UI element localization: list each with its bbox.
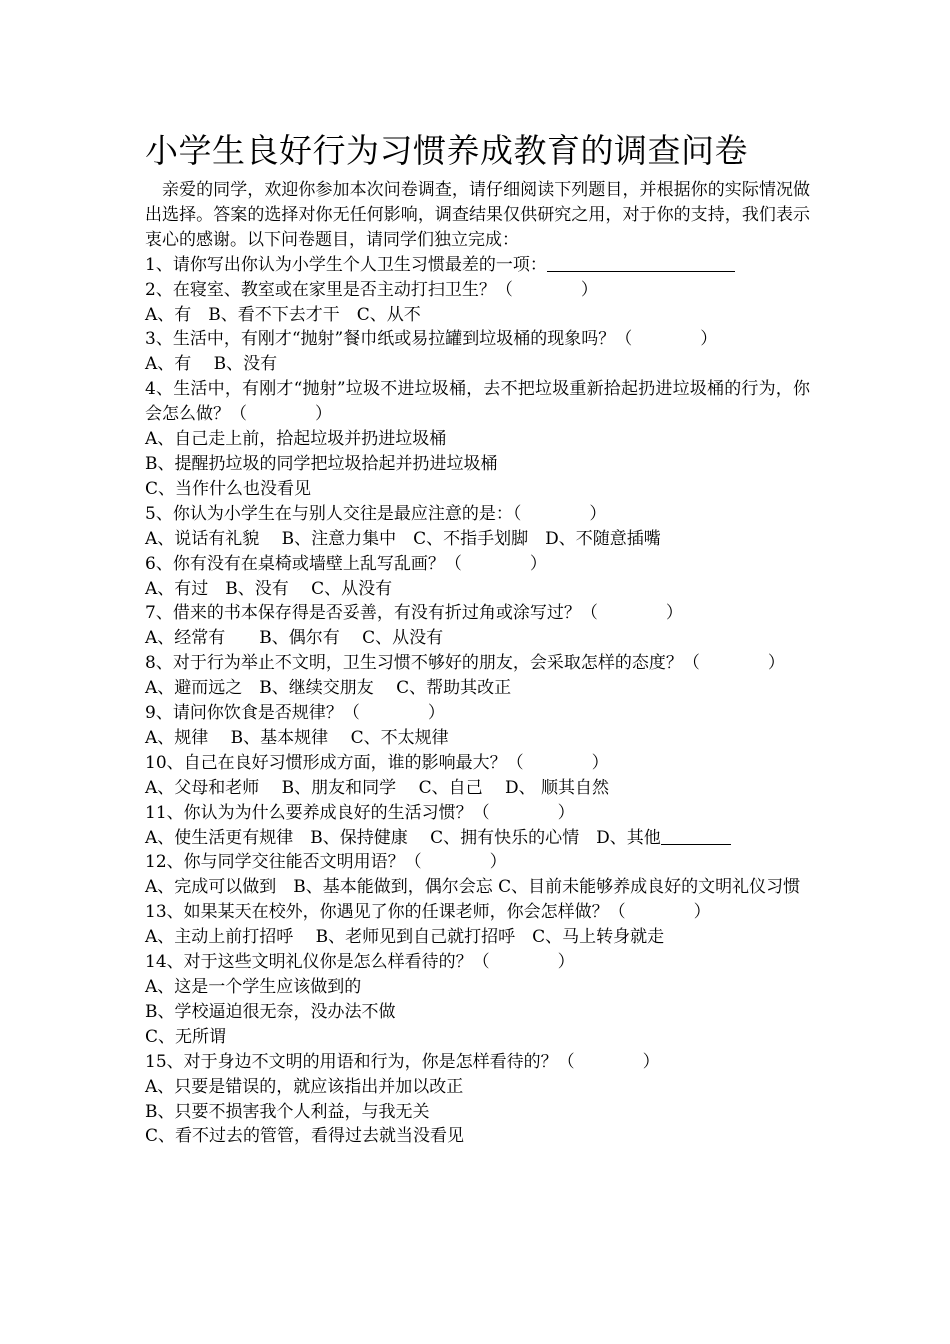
questionnaire-body [145, 130, 810, 1149]
question-5: 5、你认为小学生在与别人交往是最应注意的是：（ ） [145, 503, 607, 524]
question-2-options: A、有 B、看不下去才干 C、从不 [145, 304, 421, 325]
question-13: 13、如果某天在校外，你遇见了你的任课老师，你会怎样做？（ ） [145, 902, 711, 923]
question-15-option-c: C、看不过去的管管，看得过去就当没看见 [145, 1126, 465, 1147]
question-8-options: A、避而远之 B、继续交朋友 C、帮助其改正 [145, 678, 512, 699]
question-2: 2、在寝室、教室或在家里是否主动打扫卫生？（ ） [145, 279, 598, 300]
question-10-options: A、父母和老师 B、朋友和同学 C、自己 D、 顺其自然 [145, 777, 610, 798]
answer-blank-11[interactable] [661, 826, 731, 845]
question-12: 12、你与同学交往能否文明用语？（ ） [145, 852, 507, 873]
question-1 [145, 253, 810, 278]
question-6: 6、你有没有在桌椅或墙壁上乱写乱画？（ ） [145, 553, 547, 574]
question-3: 3、生活中，有刚才“抛射”餐巾纸或易拉罐到垃圾桶的现象吗？（ ） [145, 329, 718, 350]
question-4-option-b: B、提醒扔垃圾的同学把垃圾拾起并扔进垃圾桶 [145, 453, 498, 474]
question-4-option-c: C、当作什么也没看见 [145, 478, 312, 499]
question-7: 7、借来的书本保存得是否妥善，有没有折过角或涂写过？（ ） [145, 603, 683, 624]
answer-blank-1[interactable] [547, 253, 735, 272]
question-15-option-a: A、只要是错误的，就应该指出并加以改正 [145, 1076, 464, 1097]
question-15: 15、对于身边不文明的用语和行为，你是怎样看待的？（ ） [145, 1051, 660, 1072]
question-11: 11、你认为为什么要养成良好的生活习惯？（ ） [145, 802, 575, 823]
question-14-option-b: B、学校逼迫很无奈，没办法不做 [145, 1001, 396, 1022]
question-4-option-a: A、自己走上前，拾起垃圾并扔进垃圾桶 [145, 429, 447, 450]
question-1-text: 1、请你写出你认为小学生个人卫生习惯最差的一项： [145, 254, 547, 275]
question-6-options: A、有过 B、没有 C、从没有 [145, 578, 393, 599]
question-7-options: A、经常有 B、偶尔有 C、从没有 [145, 628, 444, 649]
question-14: 14、对于这些文明礼仪你是怎么样看待的？（ ） [145, 952, 575, 973]
question-10: 10、自己在良好习惯形成方面，谁的影响最大？（ ） [145, 752, 609, 773]
question-11-options-row [145, 826, 810, 851]
question-8: 8、对于行为举止不文明，卫生习惯不够好的朋友，会采取怎样的态度？（ ） [145, 653, 785, 674]
question-3-options: A、有 B、没有 [145, 354, 278, 375]
question-12-options: A、完成可以做到 B、基本能做到，偶尔会忘 C、目前未能够养成良好的文明礼仪习惯 [145, 877, 801, 898]
question-14-option-c: C、无所谓 [145, 1026, 227, 1047]
question-11-options: A、使生活更有规律 B、保持健康 C、拥有快乐的心情 D、其他 [145, 827, 661, 848]
question-4: 4、生活中，有刚才“抛射”垃圾不进垃圾桶，去不把垃圾重新拾起扔进垃圾桶的行为，你会怎么做？（ ） [145, 379, 810, 425]
question-9-options: A、规律 B、基本规律 C、不太规律 [145, 727, 449, 748]
question-15-option-b: B、只要不损害我个人利益，与我无关 [145, 1101, 430, 1122]
question-13-options: A、主动上前打招呼 B、老师见到自己就打招呼 C、马上转身就走 [145, 927, 665, 948]
question-9: 9、请问你饮食是否规律？（ ） [145, 703, 445, 724]
intro-paragraph: 亲爱的同学，欢迎你参加本次问卷调查，请仔细阅读下列题目，并根据你的实际情况做出选择。答案的选择对你无任何影响，调查结果仅供研究之用，对于你的支持，我们表示衷心的感谢。以下问卷题目，请同学们独立完成： [145, 180, 810, 250]
page-title: 小学生良好行为习惯养成教育的调查问卷 [145, 131, 748, 170]
question-5-options: A、说话有礼貌 B、注意力集中 C、不指手划脚 D、不随意插嘴 [145, 528, 661, 549]
question-14-option-a: A、这是一个学生应该做到的 [145, 977, 362, 997]
